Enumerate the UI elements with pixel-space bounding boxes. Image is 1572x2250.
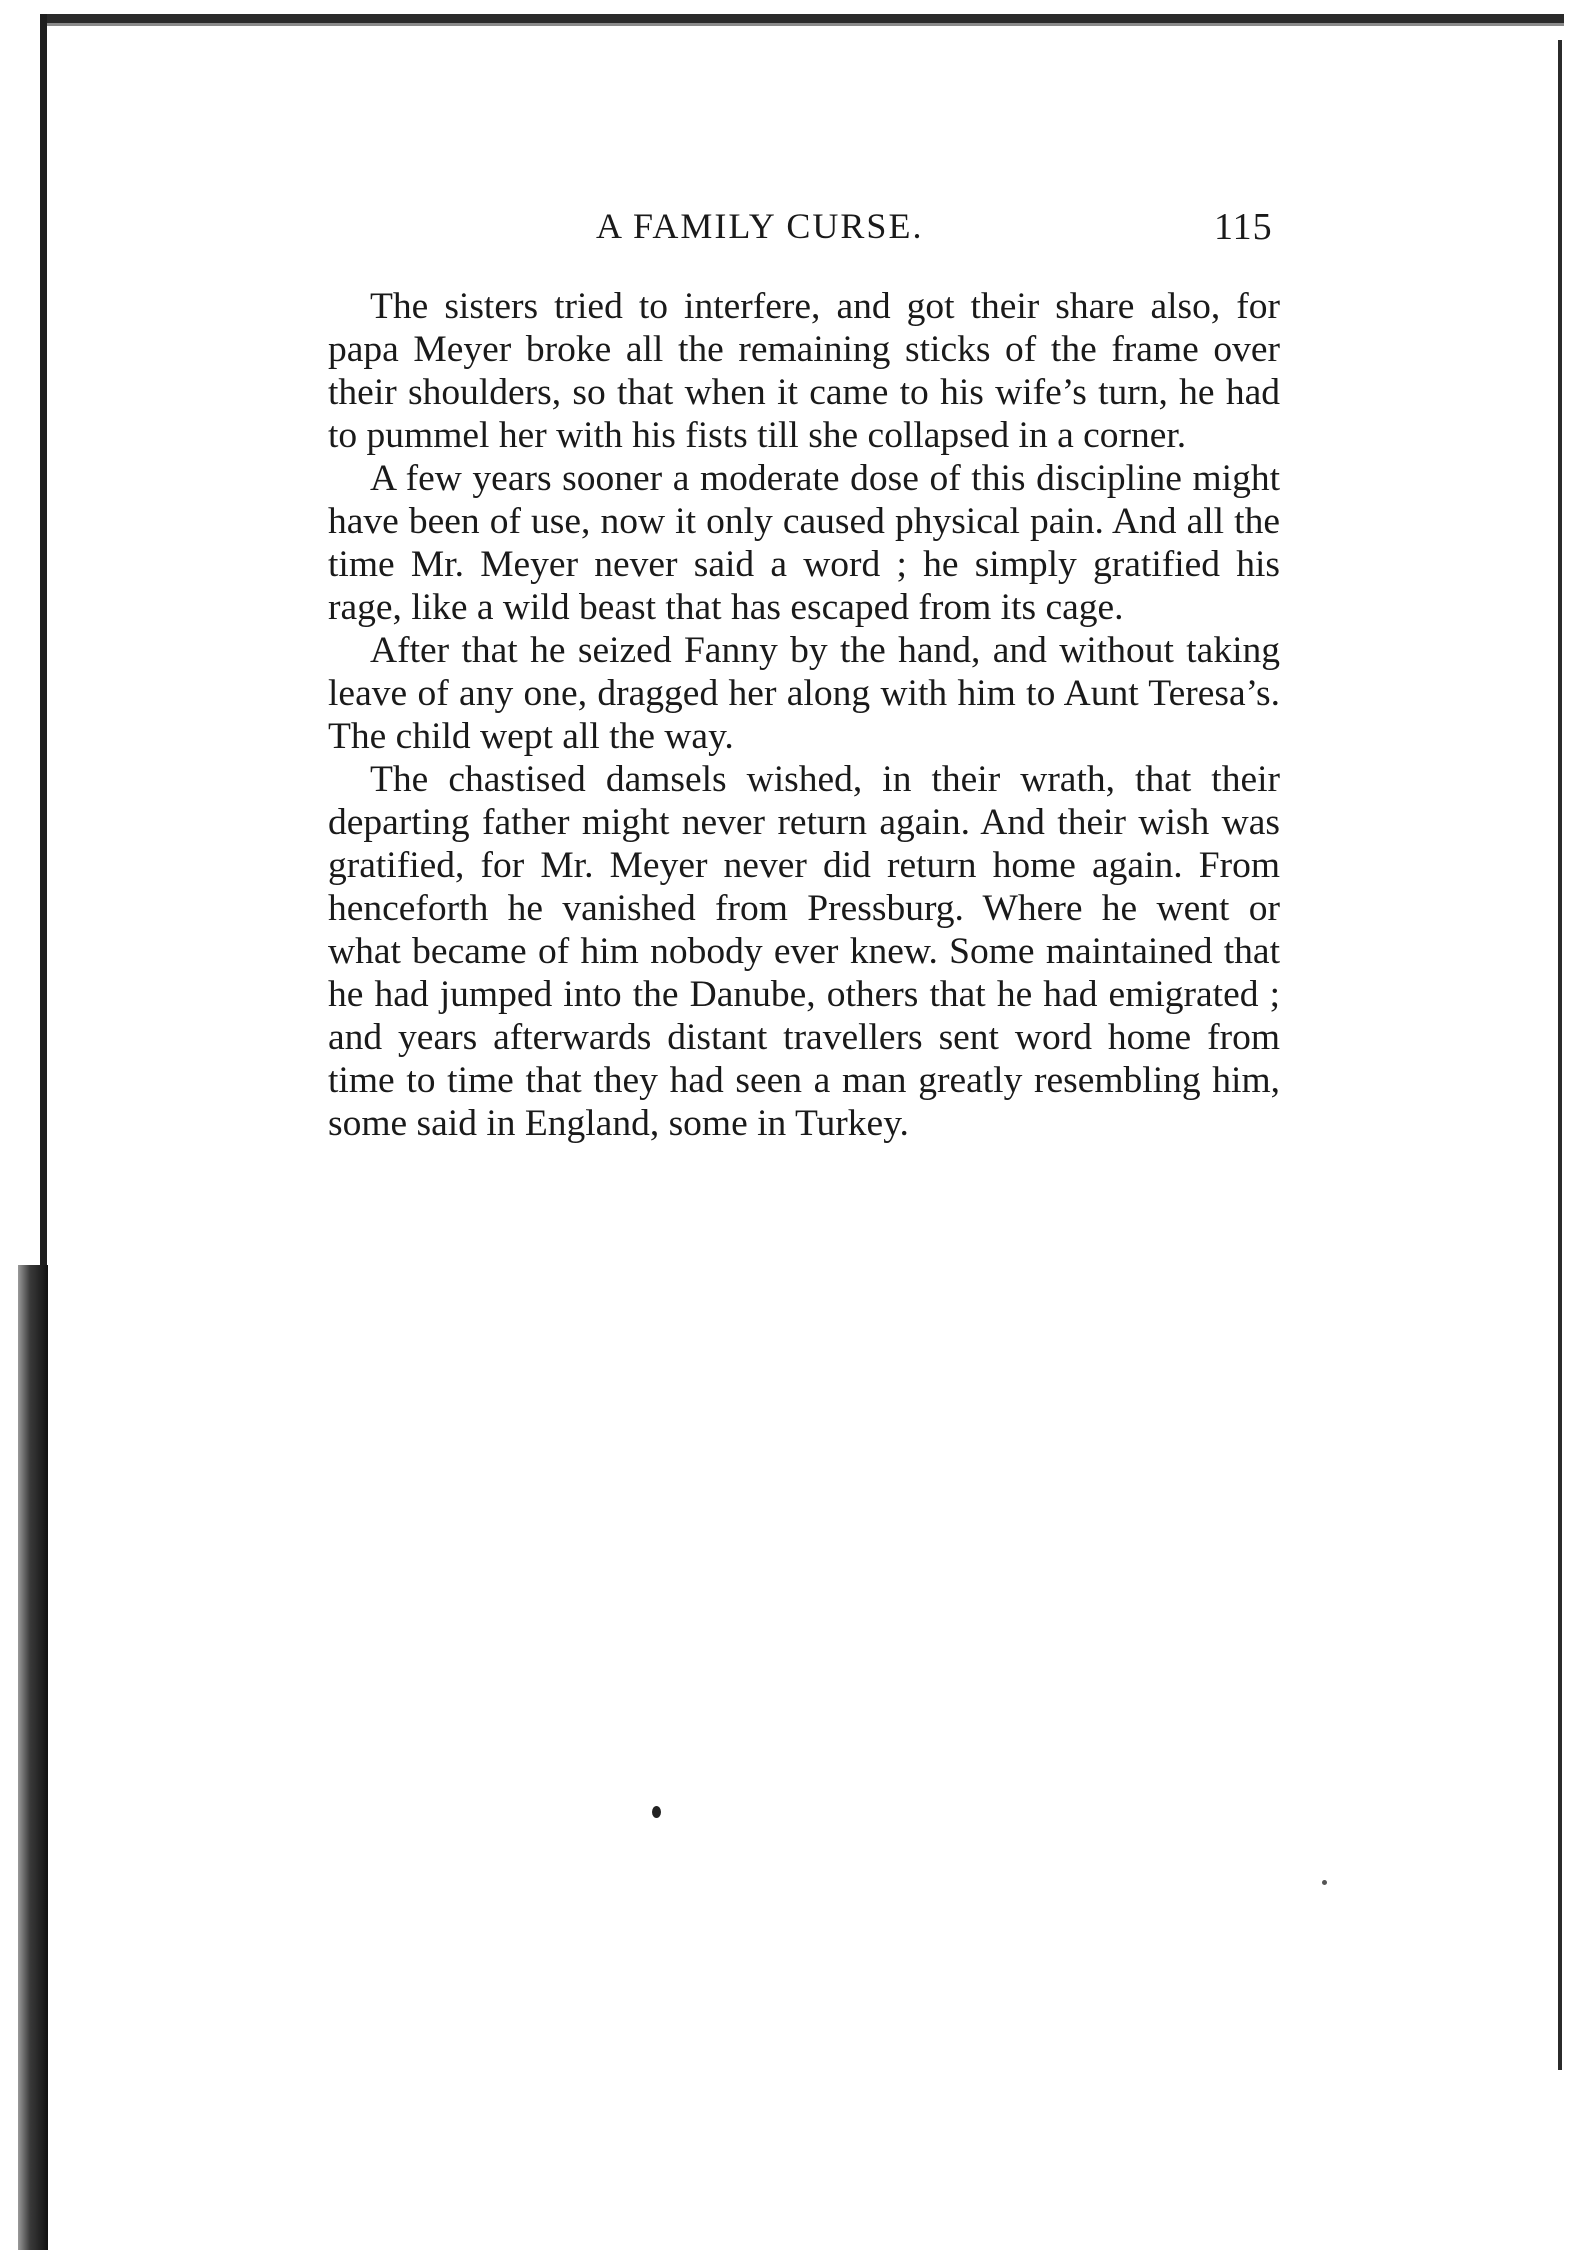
paragraph: After that he seized Fanny by the hand, and without taking leave of any one, dragged her along with him to Aunt Teresa’s. The child wept all the way. (328, 630, 1280, 757)
ink-speck (1322, 1880, 1327, 1885)
ink-speck (652, 1806, 661, 1818)
page-edge-top-shadow (44, 23, 1564, 26)
paragraph: The sisters tried to interfere, and got their share also, for papa Meyer broke all the remaining sticks of the frame over their shoulders, so that when it came to his wife’s turn, he had to pummel her with his fists till she collapsed in a corner. (328, 286, 1280, 456)
page-edge-right (1558, 40, 1562, 2070)
paragraph: The chastised damsels wished, in their wrath, that their departing father might never return again. And their wish was gratified, for Mr. Meyer never did return home again. From henceforth he vanished from Pressburg. Where he went or what became of him nobody ever knew. Some maintained that he had jumped into the Danube, others that he had emigrated ; and years afterwards distant travellers sent word home from time to time that they had seen a man greatly resembling him, some said in England, some in Turkey. (328, 759, 1280, 1144)
page-number: 115 (1214, 206, 1273, 248)
running-head: A FAMILY CURSE. (596, 206, 924, 246)
body-text (328, 285, 1280, 1145)
binding-shadow (18, 1265, 48, 2250)
page-edge-top (44, 14, 1564, 23)
paragraph: A few years sooner a moderate dose of this discipline might have been of use, now it only caused physical pain. And all the time Mr. Meyer never said a word ; he simply gratified his rage, like a wild beast that has escaped from its cage. (328, 458, 1280, 628)
